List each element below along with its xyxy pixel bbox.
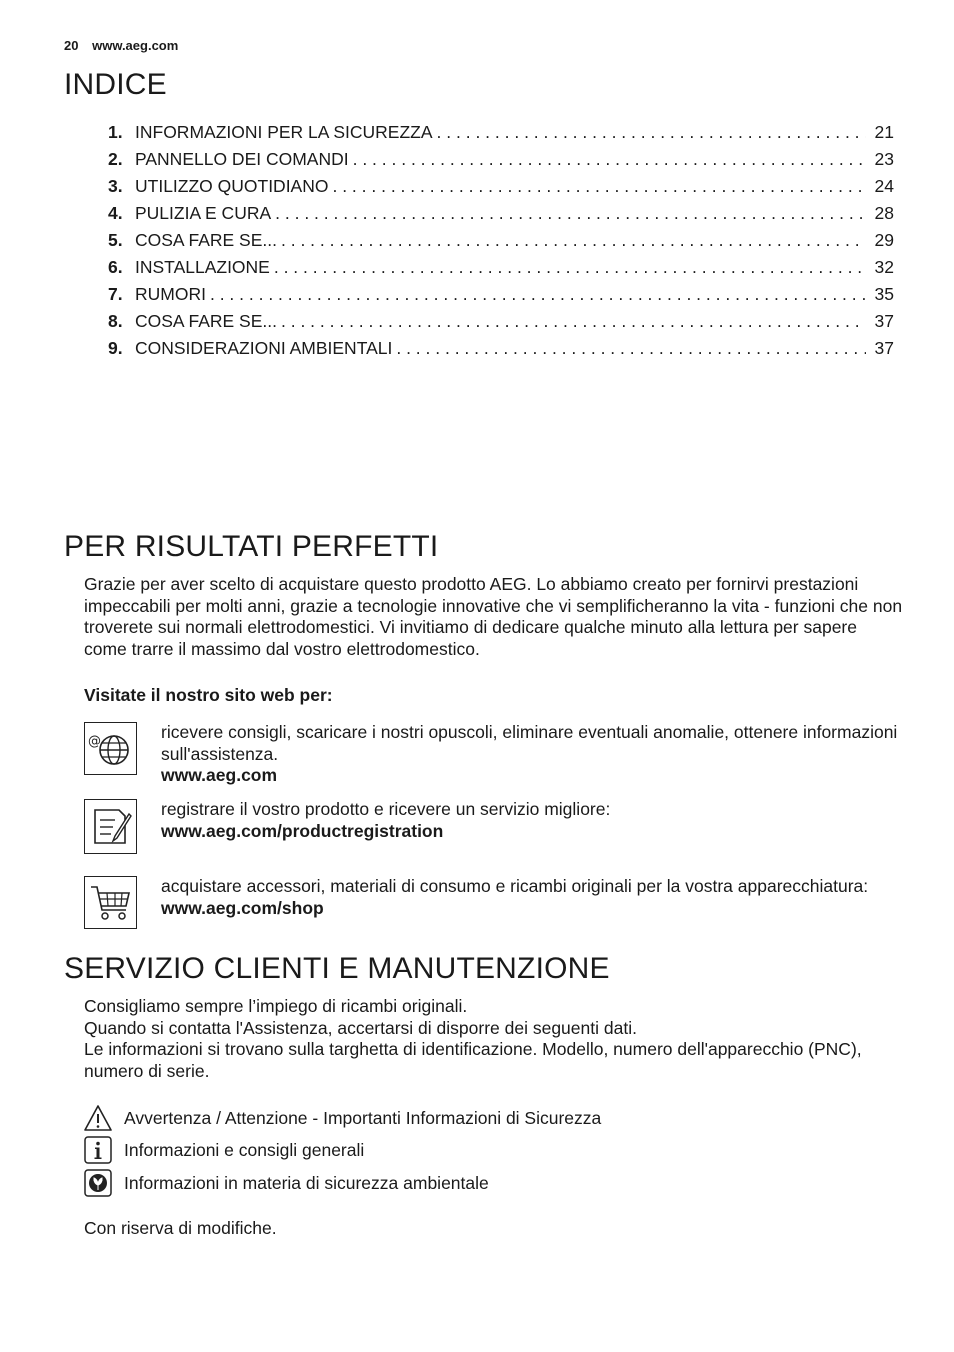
svg-text:@: @ [88, 734, 101, 749]
warning-triangle-icon [84, 1104, 112, 1132]
toc-entry-number: 5. [108, 230, 123, 250]
toc-entry-number: 1. [108, 122, 123, 142]
toc-entry-page: 32 [874, 257, 894, 277]
service-text-line: Quando si contatta l'Assistenza, accertarsi di disporre dei seguenti dati. [84, 1017, 637, 1038]
footer-note: Con riserva di modifiche. [84, 1218, 277, 1238]
toc-entry-number: 7. [108, 284, 123, 304]
service-title: SERVIZIO CLIENTI E MANUTENZIONE [64, 952, 610, 985]
table-of-contents [108, 122, 894, 365]
toc-leader-dots [332, 176, 866, 197]
toc-entry-title: COSA FARE SE... [135, 230, 277, 250]
toc-entry[interactable] [108, 122, 894, 149]
toc-leader-dots [396, 338, 866, 359]
site-item-text: acquistare accessori, materiali di consumo e ricambi originali per la vostra apparecchiatura: [161, 876, 869, 896]
toc-entry-number: 3. [108, 176, 123, 196]
toc-entry-title: COSA FARE SE... [135, 311, 277, 331]
toc-entry-page: 21 [874, 122, 894, 142]
symbol-legend-text: Informazioni in materia di sicurezza ambientale [124, 1173, 489, 1193]
toc-entry-page: 29 [874, 230, 894, 250]
site-item-text: registrare il vostro prodotto e ricevere un servizio migliore: [161, 799, 611, 819]
perfect-results-title: PER RISULTATI PERFETTI [64, 530, 439, 563]
toc-entry[interactable] [108, 176, 894, 203]
toc-entry[interactable] [108, 230, 894, 257]
environment-icon [84, 1169, 112, 1197]
info-icon [84, 1136, 112, 1164]
toc-leader-dots [275, 203, 866, 224]
registration-form-icon [84, 799, 137, 854]
toc-entry[interactable] [108, 203, 894, 230]
service-text-line: Le informazioni si trovano sulla targhetta di identificazione. Modello, numero dell'apparecchio (PNC), numero di serie. [84, 1039, 862, 1081]
toc-leader-dots [210, 284, 866, 305]
site-item-link[interactable]: www.aeg.com [161, 765, 278, 785]
toc-entry[interactable] [108, 338, 894, 365]
toc-entry-number: 2. [108, 149, 123, 169]
toc-leader-dots [281, 311, 866, 332]
symbol-legend-text: Avvertenza / Attenzione - Importanti Informazioni di Sicurezza [124, 1108, 602, 1128]
toc-entry-title: INFORMAZIONI PER LA SICUREZZA [135, 122, 433, 142]
toc-entry-page: 35 [874, 284, 894, 304]
toc-leader-dots [281, 230, 866, 251]
toc-leader-dots [274, 257, 866, 278]
toc-entry[interactable] [108, 257, 894, 284]
toc-entry-title: PANNELLO DEI COMANDI [135, 149, 349, 169]
visit-website-label: Visitate il nostro sito web per: [84, 685, 333, 705]
toc-entry-number: 8. [108, 311, 123, 331]
toc-entry[interactable] [108, 149, 894, 176]
service-text [84, 996, 904, 1082]
toc-leader-dots [353, 149, 866, 170]
web-globe-icon [84, 722, 137, 775]
site-item-link[interactable]: www.aeg.com/shop [161, 897, 324, 918]
page-number: 20 [64, 38, 79, 53]
symbol-legend-text: Informazioni e consigli generali [124, 1140, 365, 1160]
toc-entry-title: RUMORI [135, 284, 206, 304]
toc-entry-title: PULIZIA E CURA [135, 203, 272, 223]
shopping-cart-icon [84, 876, 137, 929]
toc-leader-dots [437, 122, 866, 143]
toc-entry-page: 37 [874, 311, 894, 331]
toc-entry-title: CONSIDERAZIONI AMBIENTALI [135, 338, 393, 358]
toc-entry-title: INSTALLAZIONE [135, 257, 270, 277]
index-title: INDICE [64, 68, 167, 101]
site-item-link[interactable]: www.aeg.com/productregistration [161, 820, 444, 841]
service-text-line: Consigliamo sempre l’impiego di ricambi originali. [84, 996, 468, 1016]
toc-entry-number: 6. [108, 257, 123, 277]
page-header [64, 38, 178, 53]
toc-entry[interactable] [108, 311, 894, 338]
toc-entry-page: 24 [874, 176, 894, 196]
toc-entry-number: 9. [108, 338, 123, 358]
perfect-results-intro: Grazie per aver scelto di acquistare questo prodotto AEG. Lo abbiamo creato per fornirvi prestazioni impeccabili per molti anni, grazie a tecnologie innovative che vi semplificheranno la vita - funzioni che non troverete sui normali elettrodomestici. Vi invitiamo di dedicare qualche minuto alla lettura per sapere come trarre il massimo dal vostro elettrodomestico. [84, 574, 903, 659]
site-item-text: ricevere consigli, scaricare i nostri opuscoli, eliminare eventuali anomalie, ottenere informazioni sull'assistenza. [161, 722, 898, 764]
header-website-link[interactable]: www.aeg.com [92, 38, 179, 53]
toc-entry-number: 4. [108, 203, 123, 223]
toc-entry-page: 23 [874, 149, 894, 169]
toc-entry-page: 28 [874, 203, 894, 223]
toc-entry-title: UTILIZZO QUOTIDIANO [135, 176, 329, 196]
toc-entry-page: 37 [874, 338, 894, 358]
toc-entry[interactable] [108, 284, 894, 311]
